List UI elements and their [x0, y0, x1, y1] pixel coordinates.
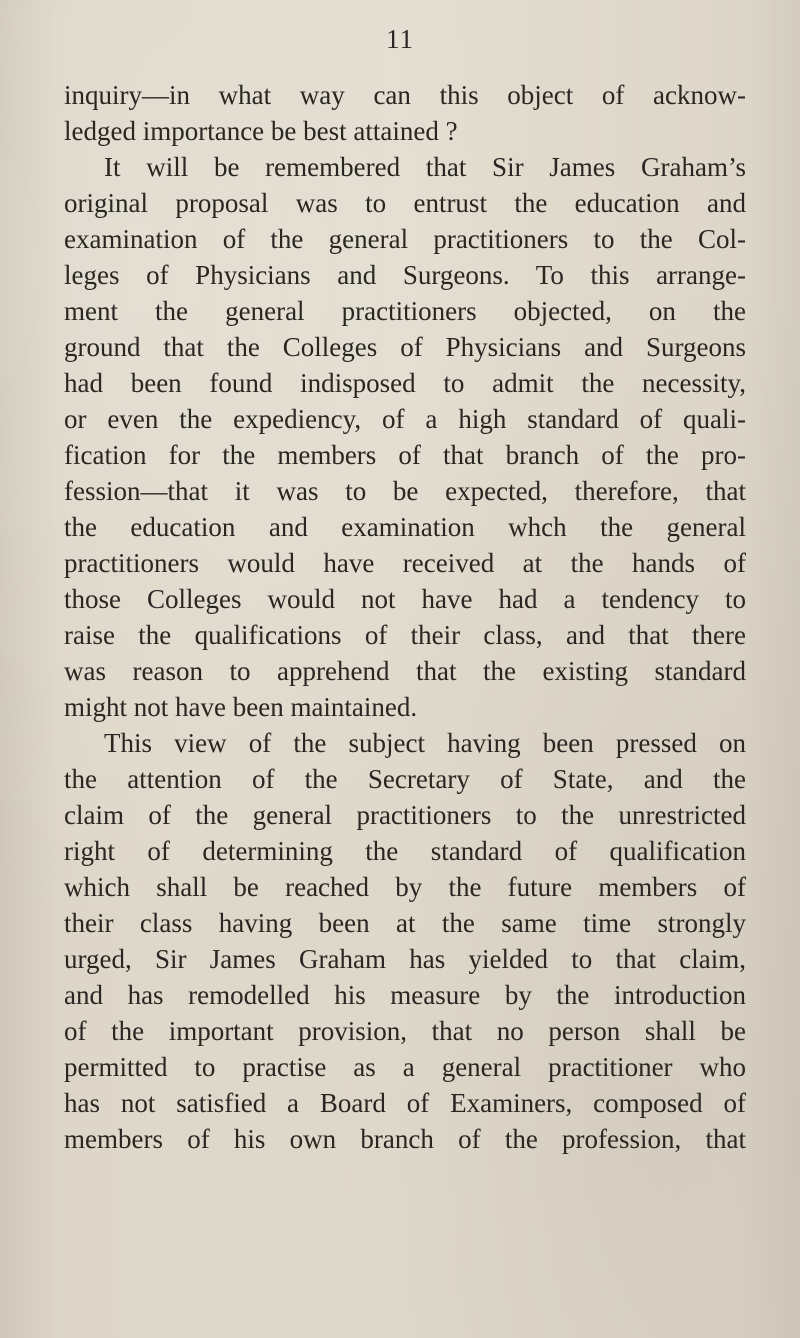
text-line: members of his own branch of the profession, that: [64, 1124, 746, 1154]
text-line: practitioners would have received at the hands of: [64, 548, 746, 578]
text-line: those Colleges would not have had a tendency to: [64, 584, 746, 614]
text-line: the attention of the Secretary of State, and the: [64, 764, 746, 794]
text-line: right of determining the standard of qualification: [64, 836, 746, 866]
text-line: ledged importance be best attained ?: [64, 116, 458, 146]
text-line: raise the qualifications of their class, and that there: [64, 620, 746, 650]
text-line: had been found indisposed to admit the necessity,: [64, 368, 746, 398]
text-line: might not have been maintained.: [64, 692, 418, 722]
text-line: or even the expediency, of a high standard of quali-: [64, 404, 746, 434]
text-line: claim of the general practitioners to the unrestricted: [64, 800, 746, 830]
text-line: urged, Sir James Graham has yielded to that claim,: [64, 944, 746, 974]
text-line: It will be remembered that Sir James Graham’s: [104, 152, 746, 182]
text-line: and has remodelled his measure by the introduction: [64, 980, 746, 1010]
text-line: examination of the general practitioners to the Col-: [64, 224, 746, 254]
text-line: original proposal was to entrust the education and: [64, 188, 746, 218]
text-line: fication for the members of that branch of the pro-: [64, 440, 746, 470]
text-line: inquiry—in what way can this object of acknow-: [64, 80, 746, 110]
text-line: ment the general practitioners objected, on the: [64, 296, 746, 326]
text-line: their class having been at the same time strongly: [64, 908, 746, 938]
text-line: This view of the subject having been pressed on: [104, 728, 746, 758]
text-line: leges of Physicians and Surgeons. To this arrange-: [64, 260, 746, 290]
text-line: which shall be reached by the future members of: [64, 872, 746, 902]
text-line: has not satisfied a Board of Examiners, composed of: [64, 1088, 746, 1118]
text-line: permitted to practise as a general practitioner who: [64, 1052, 746, 1082]
text-line: ground that the Colleges of Physicians and Surgeons: [64, 332, 746, 362]
text-line: of the important provision, that no person shall be: [64, 1016, 746, 1046]
page-number: 11: [386, 24, 414, 54]
text-line: was reason to apprehend that the existing standard: [64, 656, 746, 686]
text-line: the education and examination whch the general: [64, 512, 746, 542]
text-line: fession—that it was to be expected, therefore, that: [64, 476, 746, 506]
